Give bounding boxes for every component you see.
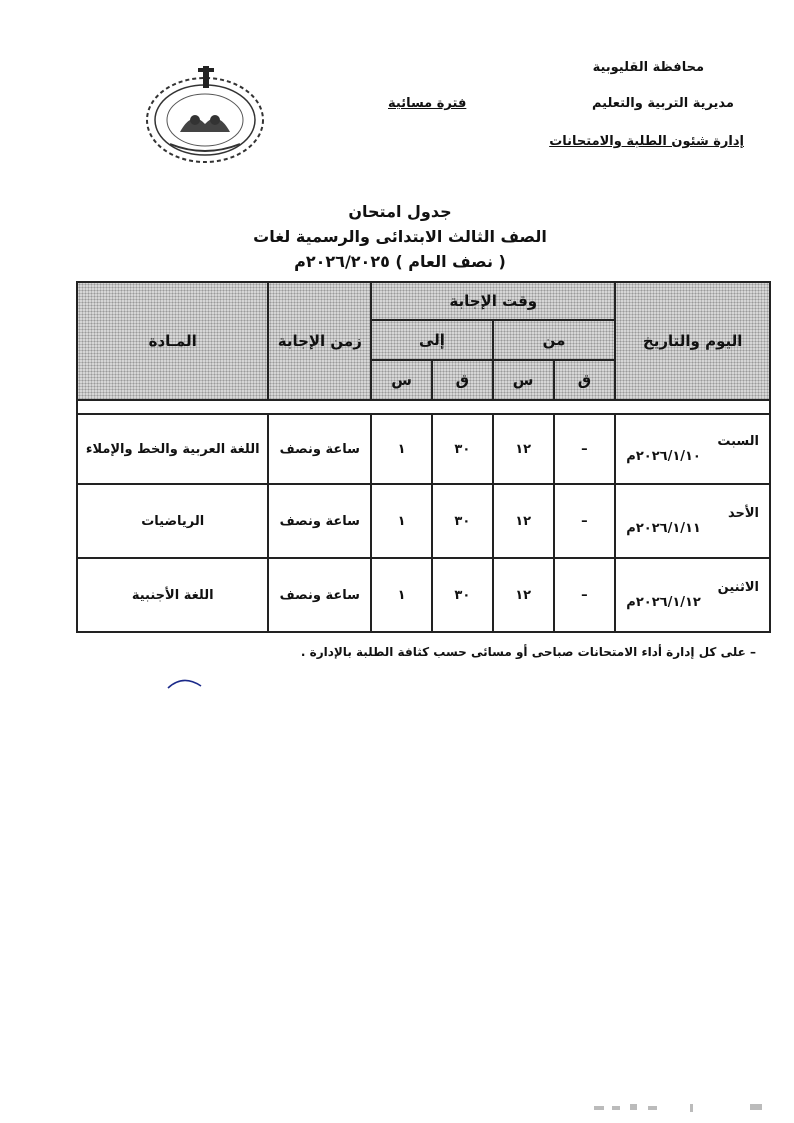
header-subject: المـادة (77, 282, 268, 400)
date-label: ٢٠٢٦/١/١٠م (626, 449, 701, 464)
table-row (77, 558, 770, 632)
day-label: الاثنين (717, 580, 759, 595)
day-label: الأحد (727, 506, 759, 521)
subject-cell: اللغة العربية والخط والإملاء (77, 414, 268, 484)
footnote: – على كل إدارة أداء الامتحانات صباحى أو مسائى حسب كثافة الطلبة بالإدارة . (300, 645, 756, 659)
header-answer-time: وقت الإجابة (371, 282, 615, 320)
duration-cell: ساعة ونصف (268, 558, 371, 632)
to-minute-cell: ٣٠ (432, 484, 493, 558)
from-hour-cell: ١٢ (493, 558, 554, 632)
header-to-minute: ق (432, 360, 493, 400)
from-minute-cell: – (554, 558, 616, 632)
header-spacer (77, 400, 770, 414)
subject-cell: الرياضيات (77, 484, 268, 558)
schedule-title: جدول امتحان (348, 202, 452, 221)
shift-label: فترة مسائية (388, 96, 467, 111)
header-from-minute: ق (554, 360, 616, 400)
day-date-cell (615, 484, 770, 558)
governorate-label: محافظة القليوبية (592, 60, 704, 75)
day-date-cell (615, 558, 770, 632)
date-label: ٢٠٢٦/١/١١م (626, 521, 701, 536)
grade-title: الصف الثالث الابتدائى والرسمية لغات (253, 227, 547, 246)
header-from-hour: س (493, 360, 554, 400)
table-row (77, 484, 770, 558)
subject-cell: اللغة الأجنبية (77, 558, 268, 632)
header-to-hour: س (371, 360, 432, 400)
header-from: من (493, 320, 616, 360)
to-minute-cell: ٣٠ (432, 414, 493, 484)
exam-schedule-table (76, 281, 771, 633)
to-hour-cell: ١ (371, 414, 432, 484)
day-date-cell (615, 414, 770, 484)
to-minute-cell: ٣٠ (432, 558, 493, 632)
header-duration: زمن الإجابة (268, 282, 371, 400)
term-title: ( نصف العام ) ٢٠٢٦/٢٠٢٥م (294, 252, 506, 271)
emblem-logo (140, 62, 270, 167)
to-hour-cell: ١ (371, 484, 432, 558)
table-row (77, 414, 770, 484)
directorate-label: مديرية التربية والتعليم (591, 96, 734, 111)
department-label: إدارة شئون الطلبة والامتحانات (549, 134, 744, 149)
scan-artifact-marks (590, 1098, 780, 1118)
duration-cell: ساعة ونصف (268, 414, 371, 484)
date-label: ٢٠٢٦/١/١٢م (626, 595, 701, 610)
from-minute-cell: – (554, 414, 616, 484)
header-day-date: اليوم والتاريخ (615, 282, 770, 400)
spacer-cell (77, 400, 770, 414)
duration-cell: ساعة ونصف (268, 484, 371, 558)
header-to: إلى (371, 320, 493, 360)
day-label: السبت (717, 434, 759, 449)
pen-scribble-mark (165, 672, 205, 692)
to-hour-cell: ١ (371, 558, 432, 632)
from-minute-cell: – (554, 484, 616, 558)
from-hour-cell: ١٢ (493, 414, 554, 484)
from-hour-cell: ١٢ (493, 484, 554, 558)
